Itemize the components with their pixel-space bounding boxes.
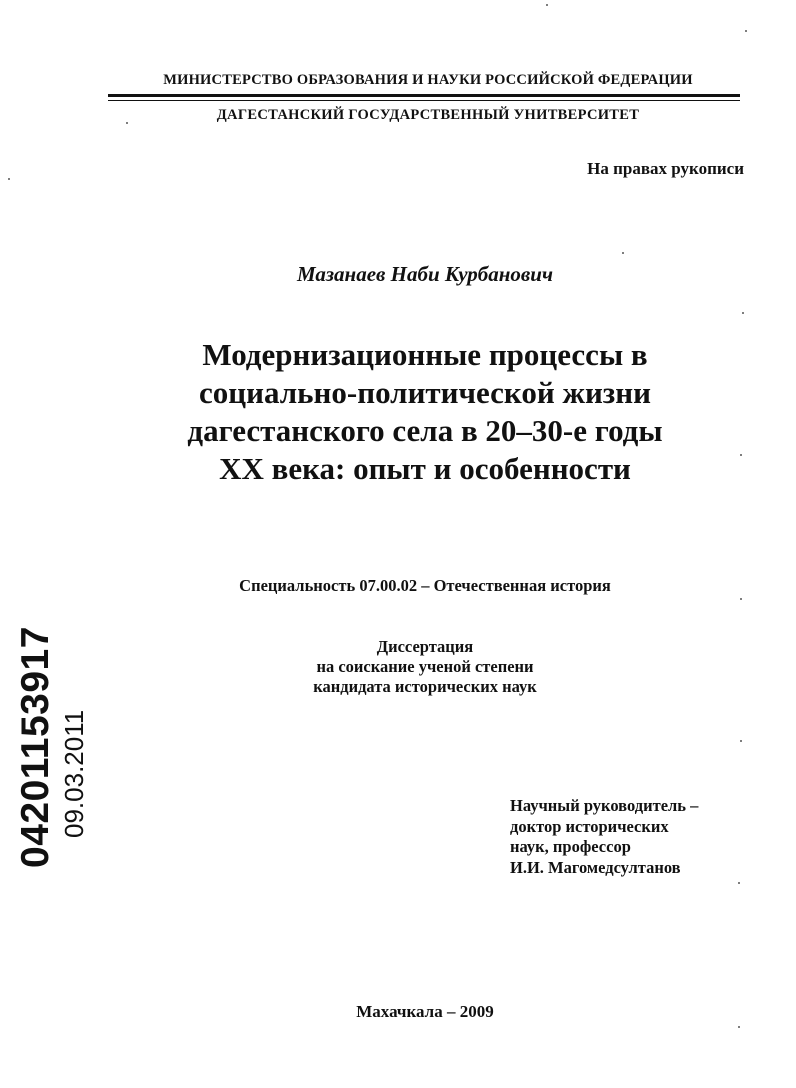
supervisor-line: доктор исторических bbox=[510, 816, 669, 836]
title-line: социально-политической жизни bbox=[199, 375, 651, 410]
scan-speck bbox=[738, 882, 740, 884]
library-stamp-date: 09.03.2011 bbox=[59, 709, 89, 838]
specialty: Специальность 07.00.02 – Отечественная история bbox=[239, 576, 611, 595]
header-rule-thick bbox=[108, 94, 740, 97]
degree-line: на соискание ученой степени bbox=[316, 657, 534, 676]
degree-line: Диссертация bbox=[376, 637, 474, 656]
ministry-heading: МИНИСТЕРСТВО ОБРАЗОВАНИЯ И НАУКИ РОССИЙСКОЙ ФЕДЕРАЦИИ bbox=[163, 72, 693, 88]
scan-speck bbox=[622, 252, 624, 254]
manuscript-note: На правах рукописи bbox=[587, 159, 744, 178]
library-stamp-number: 04201153917 bbox=[14, 626, 57, 868]
scan-speck bbox=[742, 312, 744, 314]
supervisor-line: Научный руководитель – bbox=[510, 796, 699, 815]
header-rule-thin bbox=[108, 100, 740, 101]
scan-speck bbox=[546, 4, 548, 6]
city-year: Махачкала – 2009 bbox=[356, 1002, 494, 1021]
scan-speck bbox=[740, 454, 742, 456]
scan-speck bbox=[745, 30, 747, 32]
supervisor-line: И.И. Магомедсултанов bbox=[510, 857, 681, 877]
author-name: Мазанаев Наби Курбанович bbox=[296, 262, 554, 286]
university-heading: ДАГЕСТАНСКИЙ ГОСУДАРСТВЕННЫЙ УНИТВЕРСИТЕТ bbox=[216, 107, 640, 123]
title-line: Модернизационные процессы в bbox=[202, 337, 648, 372]
degree-line: кандидата исторических наук bbox=[313, 677, 537, 696]
title-line: дагестанского села в 20–30-е годы bbox=[187, 413, 663, 448]
title-line: XX века: опыт и особенности bbox=[219, 451, 631, 486]
supervisor-line: наук, профессор bbox=[510, 837, 631, 856]
supervisor-block bbox=[510, 796, 698, 878]
scan-speck bbox=[8, 178, 10, 180]
dissertation-title bbox=[90, 336, 760, 488]
scan-speck bbox=[740, 740, 742, 742]
degree-statement bbox=[0, 637, 796, 697]
scan-speck bbox=[126, 122, 128, 124]
scan-speck bbox=[740, 598, 742, 600]
scan-speck bbox=[738, 1026, 740, 1028]
